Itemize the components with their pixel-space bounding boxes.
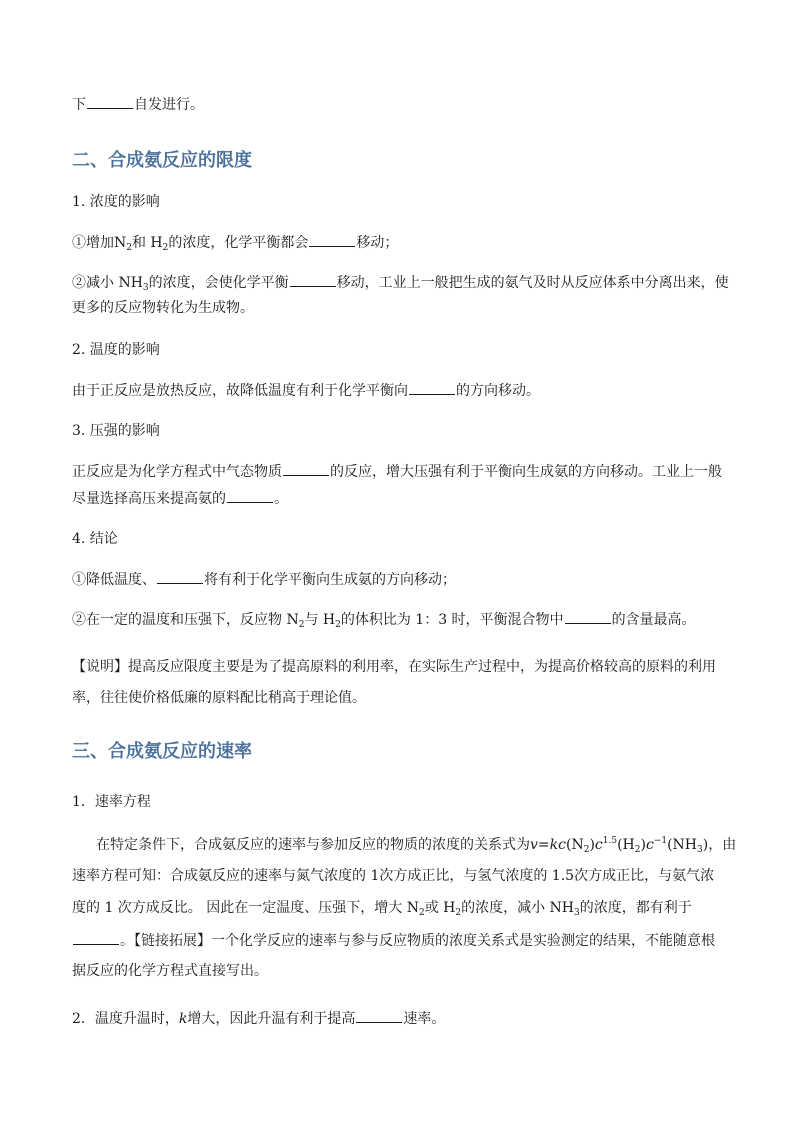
text: 由于正反应是放热反应，故降低温度有利于化学平衡向 xyxy=(72,383,408,399)
text: (N xyxy=(565,837,584,853)
fill-in-blank[interactable] xyxy=(409,380,455,395)
subscript: 2 xyxy=(455,908,462,918)
text-line-conclusion-2 xyxy=(72,609,724,630)
text: 下 xyxy=(72,97,86,113)
text-line-reduce-nh3 xyxy=(72,272,729,293)
text-line-rate-equation xyxy=(96,835,748,855)
text: ①增加N xyxy=(72,235,127,251)
fill-in-blank[interactable] xyxy=(309,232,355,247)
text: 的浓度，会使化学平衡 xyxy=(148,275,289,291)
text: 自发进行。 xyxy=(134,97,204,113)
fill-in-blank[interactable] xyxy=(283,461,329,476)
text-line-rate-4 xyxy=(72,930,724,951)
subheading-temperature: 2. 温度的影响 xyxy=(72,342,160,358)
text: 的浓度，化学平衡都会 xyxy=(168,235,309,251)
subscript: 2 xyxy=(583,845,590,855)
text: 的浓度，都有利于 xyxy=(579,900,692,916)
text: 或 H xyxy=(424,900,456,916)
note-text-line: 【说明】提高反应限度主要是为了提高原料的利用率，在实际生产过程中，为提高价格较高的原料的利用 xyxy=(72,659,716,675)
subscript: 2 xyxy=(298,620,305,630)
subheading-concentration: 1. 浓度的影响 xyxy=(72,194,160,210)
text-line-conclusion-1 xyxy=(72,569,724,590)
text-line-pressure-2 xyxy=(72,488,724,509)
text: 2．温度升温时， xyxy=(72,1011,179,1027)
superscript: 1.5 xyxy=(602,836,618,846)
fill-in-blank[interactable] xyxy=(157,569,203,584)
text: 度的 1 次方成反比。 因此在一定温度、压强下，增大 N xyxy=(72,900,419,916)
text: 尽量选择高压来提高氨的 xyxy=(72,491,226,507)
text: 的反应，增大压强有利于平衡向生成氨的方向移动。工业上一般 xyxy=(330,464,722,480)
text: 在特定条件下，合成氨反应的速率与参加反应的物质的浓度的关系式为 xyxy=(96,837,530,853)
text: 与 H xyxy=(304,612,336,628)
text: = xyxy=(537,837,550,853)
text-line-rate-3 xyxy=(72,898,724,918)
text: 。【链接拓展】一个化学反应的速率与参与反应物质的浓度关系式是实验测定的结果，不能随意根 xyxy=(120,933,715,949)
text: 速率。 xyxy=(403,1011,446,1027)
text: 增大，因此升温有利于提高 xyxy=(187,1011,356,1027)
subscript: 2 xyxy=(335,620,341,630)
text: 的方向移动。 xyxy=(456,383,540,399)
text: 移动，工业上一般把生成的氨气及时从反应体系中分离出来，使 xyxy=(336,275,729,291)
subscript: 2 xyxy=(126,243,132,253)
var-k: k xyxy=(178,1011,188,1027)
text: 将有利于化学平衡向生成氨的方向移动； xyxy=(204,572,456,588)
text: ) xyxy=(589,837,595,853)
subheading-conclusion: 4. 结论 xyxy=(72,531,118,547)
var-c: c xyxy=(645,837,654,853)
text-line: 据反应的化学方程式直接写出。 xyxy=(72,963,268,979)
text-line-temperature-rate xyxy=(72,1008,724,1029)
text-line-increase-n2-h2 xyxy=(72,232,724,253)
text: )，由 xyxy=(702,837,737,853)
text: 。 xyxy=(274,491,288,507)
fill-in-blank[interactable] xyxy=(290,272,336,287)
text-line-pressure xyxy=(72,461,724,482)
var-c: c xyxy=(594,837,603,853)
text: 的体积比为 1：3 时，平衡混合物中 xyxy=(340,612,564,628)
text: ②减小 NH xyxy=(72,275,143,291)
section-heading-2: 二、合成氨反应的限度 xyxy=(72,150,252,171)
text: (H xyxy=(617,837,635,853)
superscript: −1 xyxy=(653,836,668,846)
fill-in-blank[interactable] xyxy=(73,930,119,945)
fill-in-blank[interactable] xyxy=(227,488,273,503)
text-line-temperature xyxy=(72,380,724,401)
text: 正反应是为化学方程式中气态物质 xyxy=(72,464,282,480)
text: 的浓度，减小 NH xyxy=(461,900,575,916)
subscript: 3 xyxy=(574,908,580,918)
text: ②在一定的温度和压强下，反应物 N xyxy=(72,612,299,628)
subscript: 3 xyxy=(142,283,149,293)
subscript: 2 xyxy=(418,908,425,918)
text: (NH xyxy=(667,837,697,853)
note-text-line: 率，往往使价格低廉的原料配比稍高于理论值。 xyxy=(72,690,366,706)
text-line: 更多的反应物转化为生成物。 xyxy=(72,300,254,316)
subheading-pressure: 3. 压强的影响 xyxy=(72,423,160,439)
var-v: v xyxy=(530,837,538,853)
text: 的含量最高。 xyxy=(611,612,696,628)
subscript: 2 xyxy=(162,243,169,253)
text: 移动； xyxy=(356,235,399,251)
subscript: 3 xyxy=(697,845,703,855)
fill-in-blank[interactable] xyxy=(565,609,611,624)
text: ①降低温度、 xyxy=(72,572,156,588)
section-heading-3: 三、合成氨反应的速率 xyxy=(72,741,252,762)
text: 和 H xyxy=(131,235,163,251)
text: ) xyxy=(640,837,646,853)
fill-in-blank[interactable] xyxy=(356,1008,402,1023)
text-line: 速率方程可知：合成氨反应的速率与氮气浓度的 1次方成正比，与氢气浓度的 1.5次方成正比，与氨气浓 xyxy=(72,868,715,884)
subscript: 2 xyxy=(634,845,641,855)
text-line-continuation xyxy=(72,94,724,115)
fill-in-blank[interactable] xyxy=(87,94,133,109)
var-kc: kc xyxy=(549,837,566,853)
subheading-rate-equation: 1．速率方程 xyxy=(72,794,151,810)
